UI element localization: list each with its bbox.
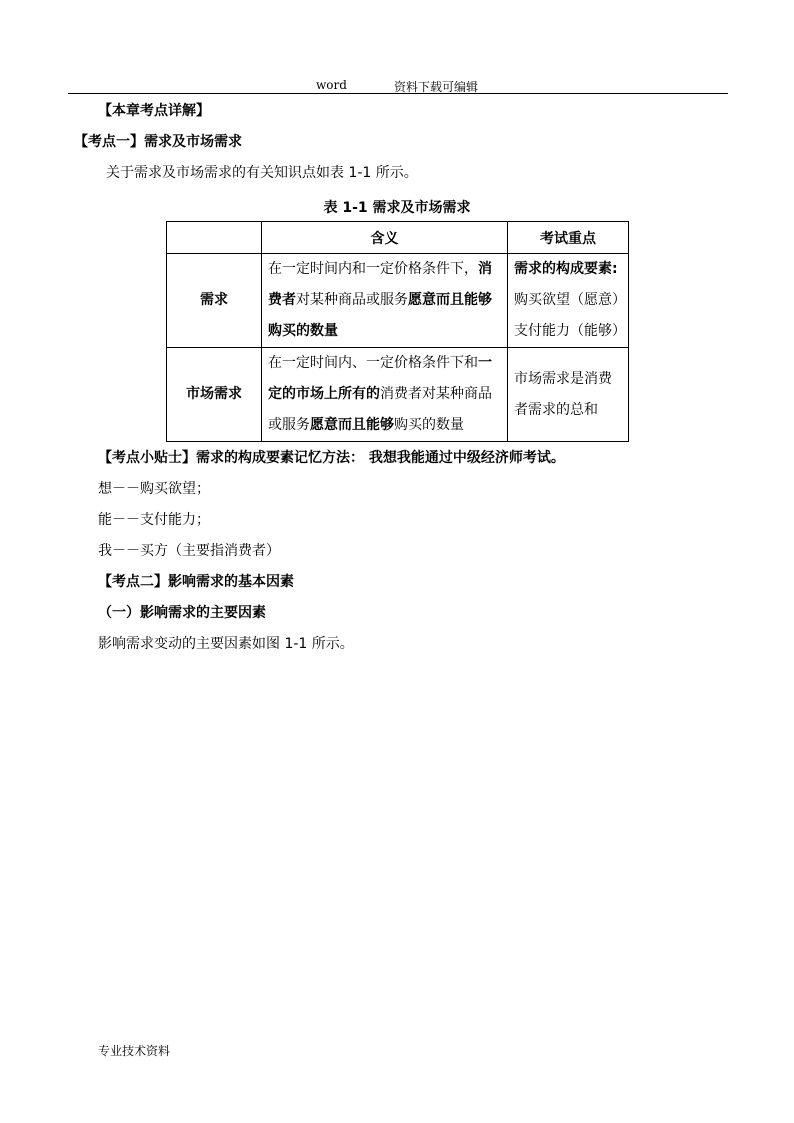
table-row <box>167 348 629 442</box>
meaning-text: 在一定时间内、一定价格条件下和 <box>268 355 478 371</box>
meaning-cell <box>262 254 508 348</box>
focus-text: 市场需求是消费者需求的总和 <box>514 370 612 418</box>
point2-title: 【考点二】影响需求的基本因素 <box>98 574 294 590</box>
table-caption: 表 1-1 需求及市场需求 <box>323 200 471 216</box>
table-header-cell: 考试重点 <box>508 222 629 254</box>
row-label: 市场需求 <box>167 348 262 442</box>
header-left-text: word <box>316 78 347 92</box>
meaning-text: 在一定时间内和一定价格条件下， <box>268 261 478 277</box>
table-header-row <box>167 222 629 254</box>
table-header-cell: 含义 <box>262 222 508 254</box>
page-footer: 专业技术资料 <box>98 1044 171 1058</box>
meaning-bold-text: 愿意而且能够购买的数量 <box>268 292 492 339</box>
meaning-bold-text: 一定的市场上所有的 <box>268 355 492 402</box>
focus-bold-text: 需求的构成要素: <box>514 261 618 277</box>
section-title: 【本章考点详解】 <box>98 103 210 119</box>
meaning-bold-text: 愿意而且能够 <box>310 417 394 433</box>
table-row <box>167 254 629 348</box>
meaning-cell <box>262 348 508 442</box>
focus-text: 购买欲望（愿意）支付能力（能够） <box>514 292 626 339</box>
focus-cell <box>508 348 629 442</box>
tip-line: 想－－购买欲望； <box>98 481 210 497</box>
point1-intro: 关于需求及市场需求的有关知识点如表 1-1 所示。 <box>106 165 418 181</box>
meaning-text: 购买的数量 <box>394 417 464 433</box>
table-header-cell <box>167 222 262 254</box>
tip-line: 能－－支付能力； <box>98 512 210 528</box>
page-header <box>68 76 728 94</box>
row-label: 需求 <box>167 254 262 348</box>
meaning-text: 对某种商品或服务 <box>296 292 408 308</box>
demand-table <box>166 221 629 442</box>
meaning-bold-text: 消费者 <box>268 261 492 308</box>
meaning-text: 消费者对某种商品或服务 <box>268 386 492 433</box>
point1-title: 【考点一】需求及市场需求 <box>74 134 242 150</box>
header-right-text: 资料下载可编辑 <box>394 80 479 94</box>
point2-text: 影响需求变动的主要因素如图 1-1 所示。 <box>98 636 354 652</box>
focus-cell <box>508 254 629 348</box>
tip-title: 【考点小贴士】需求的构成要素记忆方法： 我想我能通过中级经济师考试。 <box>98 450 565 466</box>
point2-subtitle: （一）影响需求的主要因素 <box>98 605 266 621</box>
tip-line: 我－－买方（主要指消费者） <box>98 543 280 559</box>
